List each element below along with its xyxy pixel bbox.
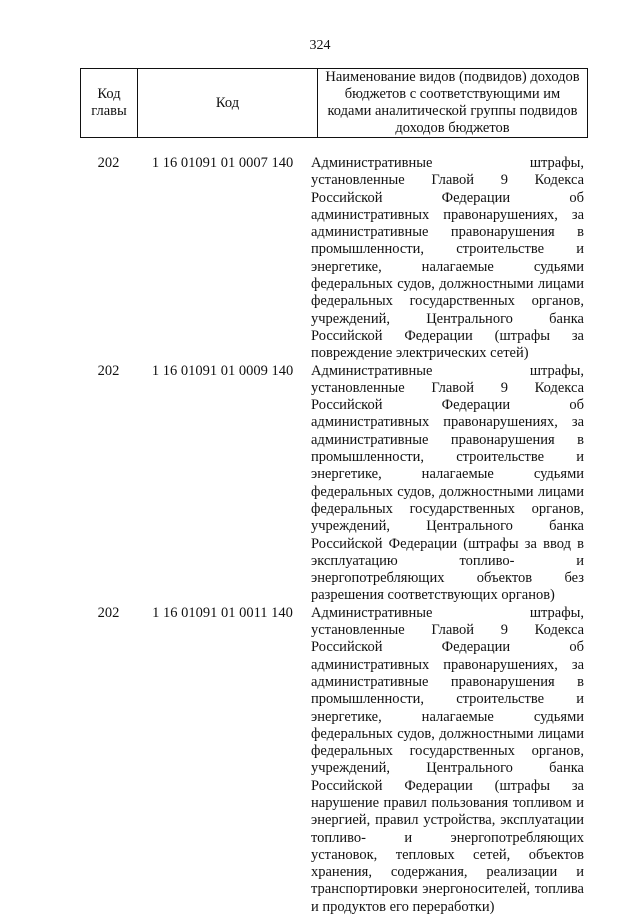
row-chapter-code: 202 (97, 604, 120, 621)
header-chapter-code: Код главы (81, 69, 138, 138)
row-code: 1 16 01091 01 0009 140 (151, 362, 294, 379)
table-header (80, 68, 588, 138)
page-number: 324 (309, 38, 331, 53)
table-body (80, 155, 588, 916)
row-code: 1 16 01091 01 0007 140 (151, 155, 294, 171)
header-name: Наименование видов (подвидов) доходов бюджетов с соответствующими им кодами аналитической группы подвидов доходов бюджетов (318, 69, 588, 138)
row-name: Административные штрафы, установленные Главой 9 Кодекса Российской Федерации об административных правонарушениях, за административные правонарушения в промышленности, строительстве и энергетике, налагаемые судьями федеральных судов, должностными лицами федеральных государственных органов, учреждений, Центрального банка Российской Федерации (штрафы за нарушение правил пользования топливом и энергией, правил устройства, эксплуатации топливо- и энергопотребляющих установок, тепловых сетей, объектов хранения, содержания, реализации и транспортировки энергоносителей, топлива и продуктов его переработки) (311, 604, 584, 915)
row-name: Административные штрафы, установленные Главой 9 Кодекса Российской Федерации об административных правонарушениях, за административные правонарушения в промышленности, строительстве и энергетике, налагаемые судьями федеральных судов, должностными лицами федеральных государственных органов, учреждений, Центрального банка Российской Федерации (штрафы за повреждение электрических сетей) (311, 155, 584, 362)
table-row (80, 155, 588, 363)
header-row (81, 69, 588, 138)
header-code: Код (138, 69, 318, 138)
row-chapter-code: 202 (97, 155, 120, 171)
row-code: 1 16 01091 01 0011 140 (152, 604, 293, 621)
row-chapter-code: 202 (97, 362, 120, 379)
table-row (80, 605, 588, 916)
row-name: Административные штрафы, установленные Главой 9 Кодекса Российской Федерации об административных правонарушениях, за административные правонарушения в промышленности, строительстве и энергетике, налагаемые судьями федеральных судов, должностными лицами федеральных государственных органов, учреждений, Центрального банка Российской Федерации (штрафы за ввод в эксплуатацию топливо- и энергопотребляющих объектов без разрешения соответствующих органов) (311, 362, 584, 604)
table-row (80, 363, 588, 605)
